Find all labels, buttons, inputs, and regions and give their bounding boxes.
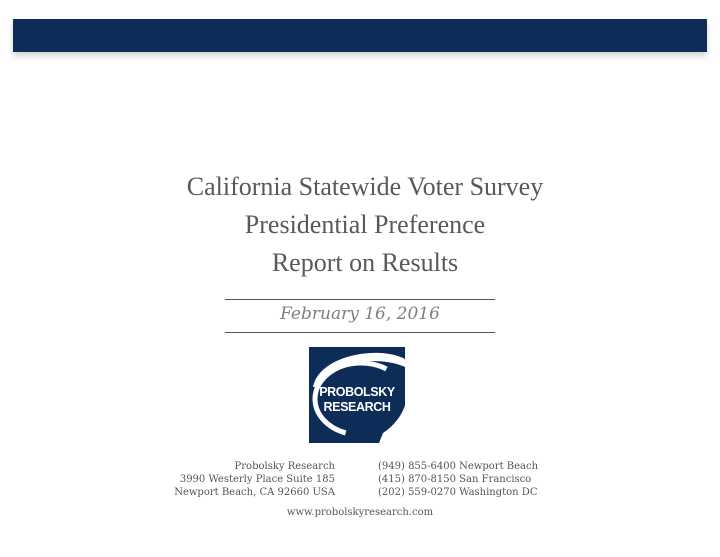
date-rule-bottom bbox=[225, 332, 495, 333]
title-line-3: Report on Results bbox=[271, 248, 459, 277]
phone-newport-beach: (949) 855-6400 Newport Beach bbox=[378, 461, 539, 472]
logo-line-1: PROBOLSKY bbox=[319, 385, 395, 399]
logo-line-2: RESEARCH bbox=[323, 400, 391, 414]
date-rule-top bbox=[225, 299, 495, 300]
company-name: Probolsky Research bbox=[234, 461, 335, 472]
report-title bbox=[0, 168, 720, 282]
phone-san-francisco: (415) 870-8150 San Francisco bbox=[378, 474, 532, 485]
header-bar bbox=[13, 19, 707, 52]
contact-phones bbox=[378, 460, 538, 499]
city-address: Newport Beach, CA 92660 USA bbox=[174, 487, 335, 498]
report-date: February 16, 2016 bbox=[280, 304, 440, 324]
street-address: 3990 Westerly Place Suite 185 bbox=[179, 474, 335, 485]
contact-address bbox=[174, 460, 335, 499]
title-line-2: Presidential Preference bbox=[244, 210, 486, 239]
probolsky-logo bbox=[309, 347, 405, 443]
title-line-1: California Statewide Voter Survey bbox=[186, 172, 544, 201]
website-link[interactable]: www.probolskyresearch.com bbox=[286, 507, 434, 518]
phone-washington-dc: (202) 559-0270 Washington DC bbox=[378, 487, 538, 498]
